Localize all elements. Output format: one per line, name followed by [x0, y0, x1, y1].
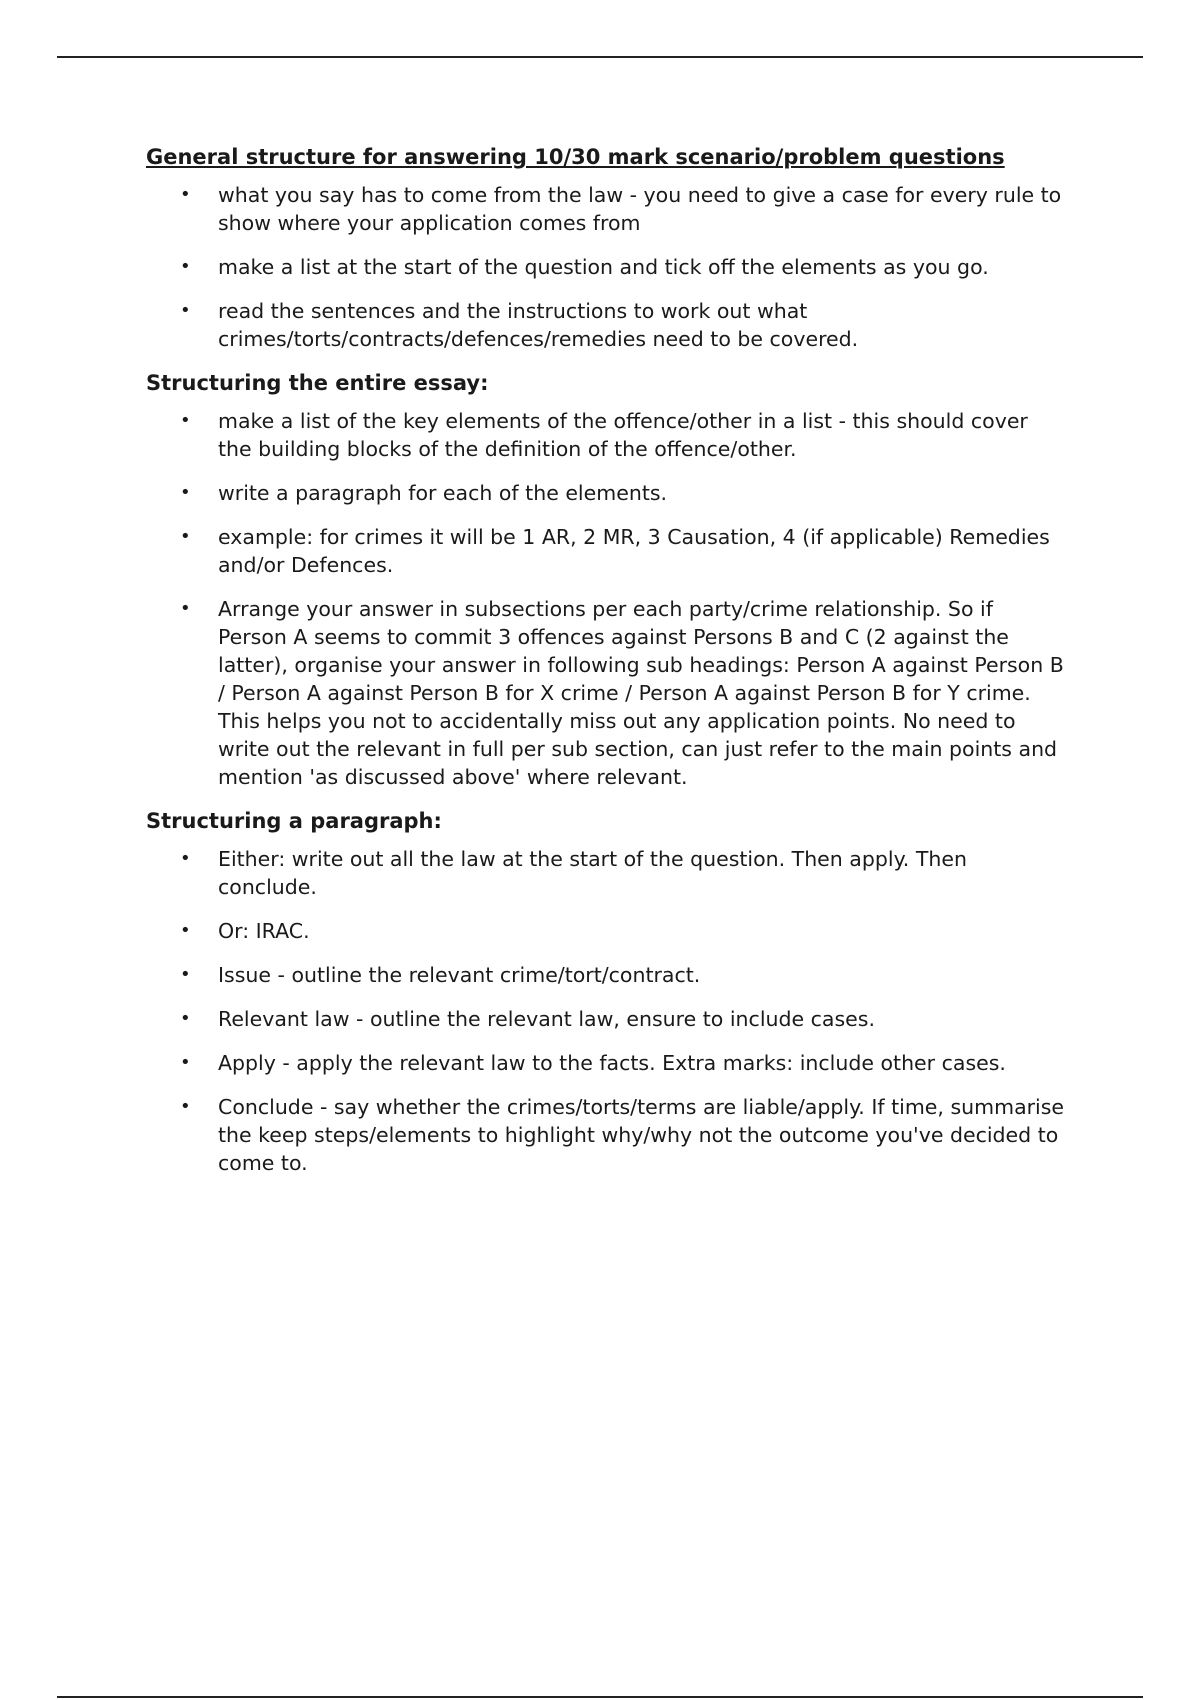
bullet-icon: •	[180, 1008, 191, 1029]
list-item: • read the sentences and the instructions to work out what crimes/torts/contracts/defences/remedies need to be covered.	[180, 299, 859, 351]
paragraph-list	[146, 845, 1066, 1177]
bullet-icon: •	[180, 920, 191, 941]
bullet-icon: •	[180, 184, 191, 205]
footer-divider	[57, 1696, 1143, 1698]
general-structure-list	[146, 181, 1066, 353]
list-item: • Either: write out all the law at the start of the question. Then apply. Then conclude.	[180, 847, 967, 899]
bullet-icon: •	[180, 1096, 191, 1117]
list-item: • what you say has to come from the law - you need to give a case for every rule to show where your application comes from	[180, 183, 1062, 235]
section-heading-entire-essay: Structuring the entire essay:	[146, 371, 489, 395]
list-item: • Relevant law - outline the relevant law, ensure to include cases.	[180, 1007, 875, 1031]
section-heading-paragraph: Structuring a paragraph:	[146, 809, 442, 833]
bullet-icon: •	[180, 526, 191, 547]
list-item: • make a list at the start of the question and tick off the elements as you go.	[180, 255, 989, 279]
list-item: • Apply - apply the relevant law to the facts. Extra marks: include other cases.	[180, 1051, 1006, 1075]
list-item: • example: for crimes it will be 1 AR, 2 MR, 3 Causation, 4 (if applicable) Remedies and/or Defences.	[180, 525, 1050, 577]
bullet-icon: •	[180, 256, 191, 277]
list-item: • make a list of the key elements of the offence/other in a list - this should cover the building blocks of the definition of the offence/other.	[180, 409, 1028, 461]
bullet-icon: •	[180, 848, 191, 869]
bullet-icon: •	[180, 410, 191, 431]
bullet-icon: •	[180, 598, 191, 619]
document-body	[146, 143, 1066, 1193]
section-heading-general-structure: General structure for answering 10/30 mark scenario/problem questions	[146, 145, 1005, 169]
list-item: • write a paragraph for each of the elements.	[180, 481, 668, 505]
bullet-icon: •	[180, 482, 191, 503]
list-item: • Issue - outline the relevant crime/tort/contract.	[180, 963, 701, 987]
bullet-icon: •	[180, 300, 191, 321]
bullet-icon: •	[180, 964, 191, 985]
bullet-icon: •	[180, 1052, 191, 1073]
list-item: • Arrange your answer in subsections per each party/crime relationship. So if Person A seems to commit 3 offences against Persons B and C (2 against the latter), organise your answer in following sub headings: Person A against Person B / Person A against Person B for X crime / Person A against Person B for Y crime. This helps you not to accidentally miss out any application points. No need to write out the relevant in full per sub section, can just refer to the main points and mention 'as discussed above' where relevant.	[180, 597, 1064, 789]
header-divider	[57, 56, 1143, 58]
entire-essay-list	[146, 407, 1066, 791]
list-item: • Conclude - say whether the crimes/torts/terms are liable/apply. If time, summarise the keep steps/elements to highlight why/why not the outcome you've decided to come to.	[180, 1095, 1065, 1175]
list-item: • Or: IRAC.	[180, 919, 310, 943]
